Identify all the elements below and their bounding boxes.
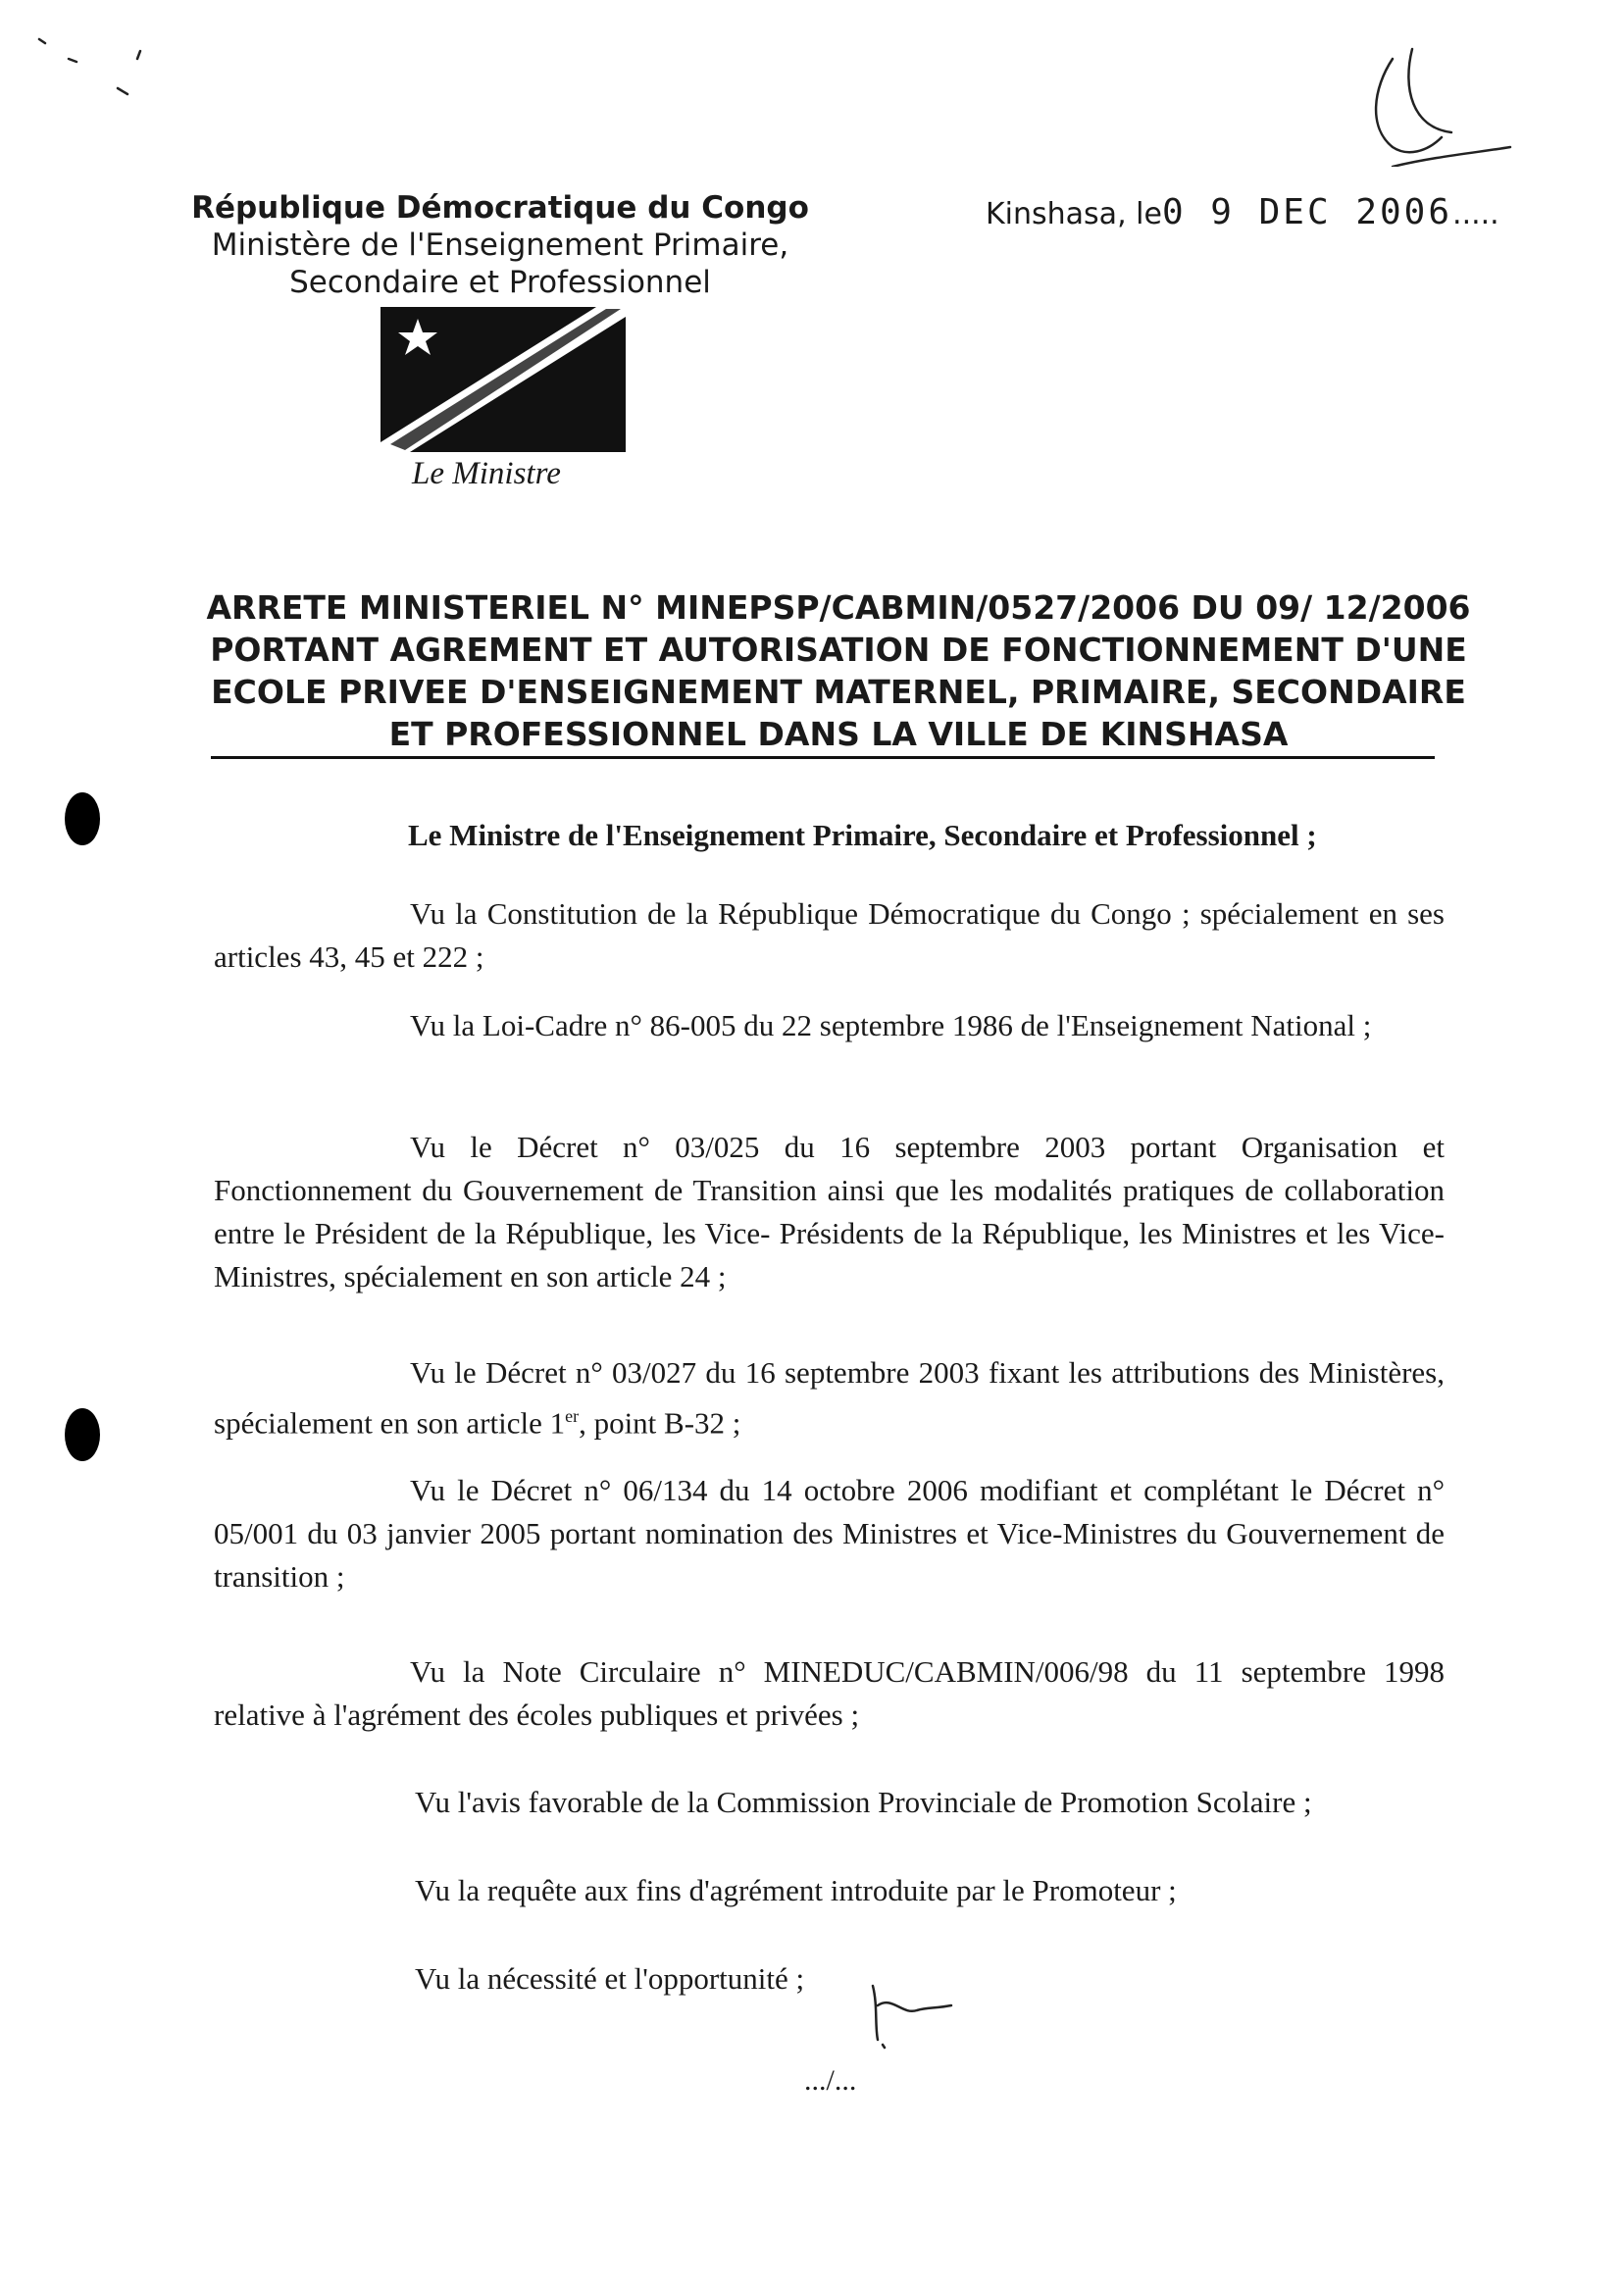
paragraph-decret-03-025-text: Vu le Décret n° 03/025 du 16 septembre 2003 portant Organisation et Fonctionnement du Gouvernement de Transition ainsi que les modalités pratiques de collaboration entre le Président de la République, les Vice- Présidents de la République, les Ministres et les Vice- Ministres, spécialement en son article 24 ; — [214, 1130, 1445, 1293]
paragraph-avis-favorable: Vu l'avis favorable de la Commission Provinciale de Promotion Scolaire ; — [415, 1785, 1312, 1819]
paragraph-decret-06-134 — [214, 1469, 1445, 1598]
paragraph-loi-cadre — [214, 1004, 1445, 1047]
margin-scribble-top-left — [29, 20, 167, 118]
place-and-date — [986, 192, 1499, 232]
decree-title-line-2: PORTANT AGREMENT ET AUTORISATION DE FONCTIONNEMENT D'UNE — [210, 631, 1467, 669]
decree-title-line-1: ARRETE MINISTERIEL N° MINEPSP/CABMIN/0527/2006 DU 09/ 12/2006 — [206, 588, 1471, 627]
decree-title — [206, 586, 1471, 755]
punch-hole-bottom — [65, 1408, 100, 1461]
paragraph-decret-03-025 — [214, 1126, 1445, 1298]
decree-title-line-3: ECOLE PRIVEE D'ENSEIGNEMENT MATERNEL, PRIMAIRE, SECONDAIRE — [211, 673, 1466, 711]
issuer-block — [186, 189, 814, 301]
continuation-mark: .../... — [804, 2064, 857, 2097]
preamble: Le Ministre de l'Enseignement Primaire, Secondaire et Professionnel ; — [408, 818, 1317, 852]
paragraph-decret-03-027-text: Vu le Décret n° 03/027 du 16 septembre 2003 fixant les attributions des Ministères, spécialement en son article 1 — [214, 1355, 1445, 1441]
place-prefix: Kinshasa, le — [986, 197, 1162, 231]
date-suffix: ..... — [1452, 197, 1499, 231]
paragraph-necessite: Vu la nécessité et l'opportunité ; — [415, 1961, 805, 1996]
punch-hole-top — [65, 792, 100, 845]
drc-flag-emblem — [381, 307, 626, 452]
flag-graphic — [381, 307, 626, 452]
handwritten-initials-top-right — [1334, 20, 1520, 167]
paragraph-requete: Vu la requête aux fins d'agrément introduite par le Promoteur ; — [415, 1873, 1177, 1907]
superscript-er: er — [565, 1406, 580, 1426]
paragraph-decret-03-027-end: , point B-32 ; — [579, 1405, 741, 1441]
country-name: République Démocratique du Congo — [191, 190, 809, 226]
ministry-line-1: Ministère de l'Enseignement Primaire, — [211, 228, 789, 263]
paragraph-loi-cadre-text: Vu la Loi-Cadre n° 86-005 du 22 septembre 1986 de l'Enseignement National ; — [410, 1008, 1372, 1042]
paragraph-decret-06-134-text: Vu le Décret n° 06/134 du 14 octobre 2006 modifiant et complétant le Décret n° 05/001 du 03 janvier 2005 portant nomination des Ministres et Vice-Ministres du Gouvernement de transition ; — [214, 1473, 1445, 1594]
decree-title-line-4: ET PROFESSIONNEL DANS LA VILLE DE KINSHASA — [388, 715, 1289, 753]
ministry-line-2: Secondaire et Professionnel — [289, 265, 711, 300]
paragraph-constitution-text: Vu la Constitution de la République Démocratique du Congo ; spécialement en ses articles 43, 45 et 222 ; — [214, 896, 1445, 974]
handwritten-paraph — [863, 1981, 971, 2050]
title-underline — [211, 756, 1435, 759]
paragraph-note-circulaire — [214, 1650, 1445, 1737]
paragraph-decret-03-027 — [214, 1351, 1445, 1445]
paragraph-note-circulaire-text: Vu la Note Circulaire n° MINEDUC/CABMIN/006/98 du 11 septembre 1998 relative à l'agrément des écoles publiques et privées ; — [214, 1654, 1445, 1732]
signatory-title: Le Ministre — [412, 456, 561, 491]
date-stamp: 0 9 DEC 2006 — [1161, 192, 1453, 232]
paragraph-constitution — [214, 892, 1445, 979]
